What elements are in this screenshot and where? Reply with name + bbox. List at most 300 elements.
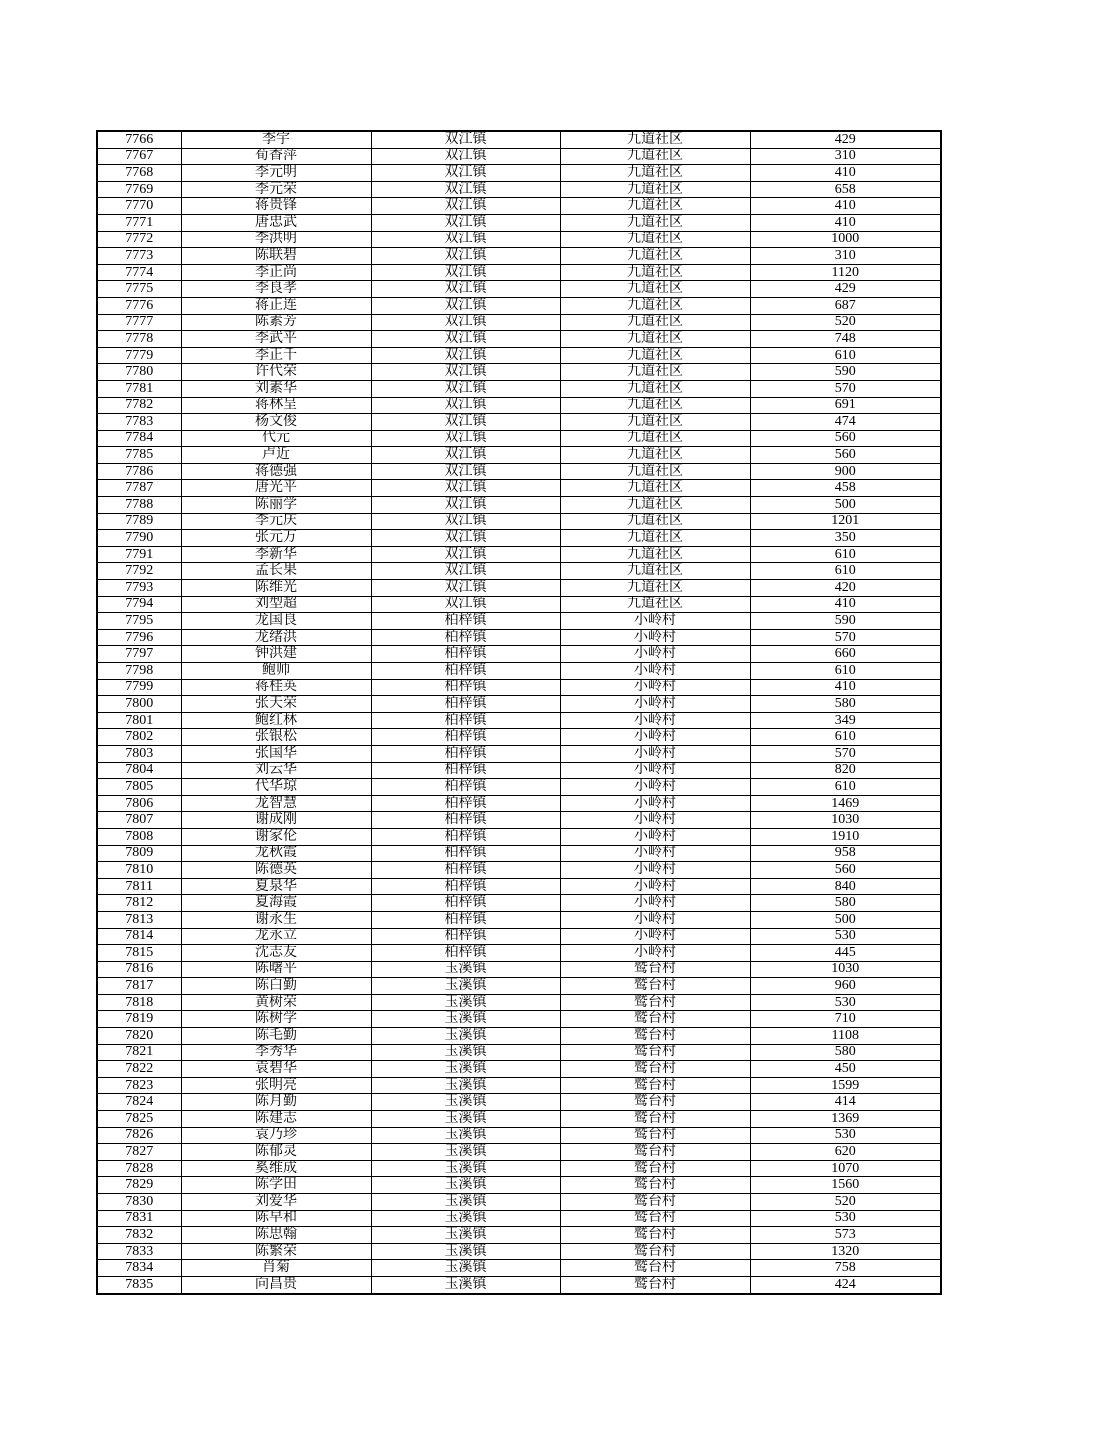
cell-name: 袁乃珍 — [181, 1127, 371, 1144]
cell-village: 鹫台村 — [560, 961, 750, 978]
table-row — [97, 513, 941, 530]
cell-name: 陈白勤 — [181, 978, 371, 995]
cell-name: 唐忠武 — [181, 214, 371, 231]
cell-village: 鹫台村 — [560, 1210, 750, 1227]
cell-village: 九道社区 — [560, 297, 750, 314]
cell-village: 小岭村 — [560, 828, 750, 845]
cell-town: 玉溪镇 — [371, 994, 560, 1011]
table-row — [97, 729, 941, 746]
cell-amount: 1560 — [750, 1177, 941, 1194]
cell-name: 张元万 — [181, 530, 371, 547]
cell-id: 7833 — [97, 1243, 181, 1260]
cell-town: 双江镇 — [371, 414, 560, 431]
cell-village: 鹫台村 — [560, 1194, 750, 1211]
cell-name: 李宇 — [181, 131, 371, 148]
cell-amount: 1120 — [750, 264, 941, 281]
cell-name: 蒋桂英 — [181, 679, 371, 696]
cell-village: 鹫台村 — [560, 1111, 750, 1128]
cell-id: 7791 — [97, 546, 181, 563]
cell-village: 九道社区 — [560, 148, 750, 165]
cell-id: 7783 — [97, 414, 181, 431]
cell-amount: 560 — [750, 430, 941, 447]
table-row — [97, 281, 941, 298]
cell-id: 7775 — [97, 281, 181, 298]
table-row — [97, 1127, 941, 1144]
table-row — [97, 696, 941, 713]
cell-village: 鹫台村 — [560, 1243, 750, 1260]
cell-village: 小岭村 — [560, 663, 750, 680]
table-row — [97, 347, 941, 364]
cell-amount: 1000 — [750, 231, 941, 248]
cell-id: 7813 — [97, 911, 181, 928]
cell-amount: 570 — [750, 629, 941, 646]
cell-name: 蒋贵锋 — [181, 198, 371, 215]
cell-name: 向昌贵 — [181, 1276, 371, 1293]
cell-name: 陈树学 — [181, 1011, 371, 1028]
cell-town: 玉溪镇 — [371, 1160, 560, 1177]
cell-id: 7770 — [97, 198, 181, 215]
table-row — [97, 1243, 941, 1260]
cell-amount: 580 — [750, 1044, 941, 1061]
cell-amount: 349 — [750, 712, 941, 729]
cell-id: 7788 — [97, 497, 181, 514]
cell-name: 李元明 — [181, 165, 371, 182]
cell-town: 柏梓镇 — [371, 712, 560, 729]
cell-id: 7817 — [97, 978, 181, 995]
cell-name: 陈丽学 — [181, 497, 371, 514]
cell-id: 7769 — [97, 181, 181, 198]
cell-town: 双江镇 — [371, 380, 560, 397]
cell-town: 双江镇 — [371, 546, 560, 563]
cell-name: 陈郁灵 — [181, 1144, 371, 1161]
table-row — [97, 1177, 941, 1194]
cell-amount: 580 — [750, 895, 941, 912]
table-row — [97, 961, 941, 978]
cell-amount: 474 — [750, 414, 941, 431]
cell-name: 孟长果 — [181, 563, 371, 580]
table-row — [97, 679, 941, 696]
cell-id: 7793 — [97, 580, 181, 597]
table-row — [97, 1077, 941, 1094]
table-row — [97, 546, 941, 563]
table-row — [97, 1210, 941, 1227]
cell-town: 柏梓镇 — [371, 928, 560, 945]
cell-town: 玉溪镇 — [371, 961, 560, 978]
cell-town: 双江镇 — [371, 131, 560, 148]
table-row — [97, 994, 941, 1011]
cell-town: 玉溪镇 — [371, 1127, 560, 1144]
table-row — [97, 1276, 941, 1293]
cell-town: 双江镇 — [371, 281, 560, 298]
cell-village: 小岭村 — [560, 878, 750, 895]
cell-town: 双江镇 — [371, 397, 560, 414]
cell-id: 7772 — [97, 231, 181, 248]
table-row — [97, 447, 941, 464]
cell-name: 荀香萍 — [181, 148, 371, 165]
cell-name: 张国华 — [181, 745, 371, 762]
cell-town: 双江镇 — [371, 314, 560, 331]
cell-id: 7816 — [97, 961, 181, 978]
table-row — [97, 629, 941, 646]
cell-id: 7828 — [97, 1160, 181, 1177]
cell-name: 刘素华 — [181, 380, 371, 397]
cell-amount: 610 — [750, 779, 941, 796]
cell-amount: 1320 — [750, 1243, 941, 1260]
table-row — [97, 414, 941, 431]
cell-amount: 429 — [750, 131, 941, 148]
cell-name: 夏海霞 — [181, 895, 371, 912]
cell-name: 蒋德强 — [181, 463, 371, 480]
cell-village: 小岭村 — [560, 911, 750, 928]
cell-town: 玉溪镇 — [371, 1111, 560, 1128]
cell-amount: 1469 — [750, 795, 941, 812]
cell-id: 7786 — [97, 463, 181, 480]
cell-amount: 660 — [750, 646, 941, 663]
cell-village: 九道社区 — [560, 596, 750, 613]
cell-name: 陈繁荣 — [181, 1243, 371, 1260]
table-row — [97, 878, 941, 895]
cell-town: 玉溪镇 — [371, 1144, 560, 1161]
cell-village: 九道社区 — [560, 281, 750, 298]
cell-id: 7811 — [97, 878, 181, 895]
cell-town: 玉溪镇 — [371, 1276, 560, 1293]
cell-village: 九道社区 — [560, 513, 750, 530]
cell-town: 柏梓镇 — [371, 878, 560, 895]
cell-name: 陈毛勤 — [181, 1028, 371, 1045]
cell-amount: 1910 — [750, 828, 941, 845]
cell-amount: 1030 — [750, 961, 941, 978]
cell-name: 张天荣 — [181, 696, 371, 713]
cell-village: 九道社区 — [560, 165, 750, 182]
cell-village: 鹫台村 — [560, 1177, 750, 1194]
cell-amount: 450 — [750, 1061, 941, 1078]
cell-amount: 410 — [750, 165, 941, 182]
table-row — [97, 862, 941, 879]
cell-amount: 580 — [750, 696, 941, 713]
cell-town: 双江镇 — [371, 214, 560, 231]
table-row — [97, 148, 941, 165]
cell-town: 玉溪镇 — [371, 1194, 560, 1211]
cell-town: 双江镇 — [371, 181, 560, 198]
cell-town: 双江镇 — [371, 447, 560, 464]
cell-village: 小岭村 — [560, 646, 750, 663]
cell-village: 九道社区 — [560, 397, 750, 414]
cell-amount: 445 — [750, 945, 941, 962]
table-row — [97, 380, 941, 397]
table-row — [97, 530, 941, 547]
cell-amount: 520 — [750, 314, 941, 331]
cell-amount: 958 — [750, 845, 941, 862]
cell-id: 7830 — [97, 1194, 181, 1211]
table-row — [97, 480, 941, 497]
cell-village: 鹫台村 — [560, 1127, 750, 1144]
cell-village: 九道社区 — [560, 331, 750, 348]
cell-village: 九道社区 — [560, 530, 750, 547]
table-row — [97, 596, 941, 613]
cell-name: 李秀华 — [181, 1044, 371, 1061]
cell-id: 7787 — [97, 480, 181, 497]
table-row — [97, 497, 941, 514]
cell-name: 鲍红林 — [181, 712, 371, 729]
table-row — [97, 214, 941, 231]
cell-village: 九道社区 — [560, 463, 750, 480]
table-row — [97, 165, 941, 182]
cell-name: 刘云华 — [181, 762, 371, 779]
cell-name: 陈建志 — [181, 1111, 371, 1128]
cell-name: 陈早和 — [181, 1210, 371, 1227]
cell-id: 7799 — [97, 679, 181, 696]
cell-village: 鹫台村 — [560, 1144, 750, 1161]
table-row — [97, 1194, 941, 1211]
cell-amount: 530 — [750, 928, 941, 945]
cell-name: 李新华 — [181, 546, 371, 563]
cell-village: 九道社区 — [560, 248, 750, 265]
cell-name: 李元荣 — [181, 181, 371, 198]
cell-id: 7809 — [97, 845, 181, 862]
table-row — [97, 181, 941, 198]
cell-town: 柏梓镇 — [371, 795, 560, 812]
cell-amount: 610 — [750, 347, 941, 364]
cell-id: 7798 — [97, 663, 181, 680]
cell-id: 7767 — [97, 148, 181, 165]
cell-id: 7814 — [97, 928, 181, 945]
cell-village: 九道社区 — [560, 480, 750, 497]
data-table — [96, 130, 942, 1295]
cell-town: 柏梓镇 — [371, 911, 560, 928]
cell-village: 小岭村 — [560, 712, 750, 729]
table-row — [97, 580, 941, 597]
cell-village: 九道社区 — [560, 264, 750, 281]
cell-id: 7794 — [97, 596, 181, 613]
cell-id: 7826 — [97, 1127, 181, 1144]
table-row — [97, 928, 941, 945]
cell-id: 7829 — [97, 1177, 181, 1194]
cell-name: 张明亮 — [181, 1077, 371, 1094]
table-row — [97, 945, 941, 962]
cell-town: 柏梓镇 — [371, 895, 560, 912]
table-row — [97, 563, 941, 580]
table-row — [97, 1011, 941, 1028]
table-row — [97, 845, 941, 862]
table-row — [97, 1160, 941, 1177]
cell-town: 柏梓镇 — [371, 862, 560, 879]
cell-village: 小岭村 — [560, 745, 750, 762]
cell-town: 双江镇 — [371, 347, 560, 364]
cell-id: 7790 — [97, 530, 181, 547]
cell-village: 小岭村 — [560, 779, 750, 796]
cell-name: 刘型超 — [181, 596, 371, 613]
cell-town: 柏梓镇 — [371, 762, 560, 779]
cell-name: 陈思翰 — [181, 1227, 371, 1244]
cell-id: 7776 — [97, 297, 181, 314]
cell-name: 沈志友 — [181, 945, 371, 962]
cell-village: 九道社区 — [560, 497, 750, 514]
cell-amount: 310 — [750, 248, 941, 265]
cell-name: 袁碧华 — [181, 1061, 371, 1078]
cell-id: 7774 — [97, 264, 181, 281]
table-row — [97, 331, 941, 348]
cell-id: 7823 — [97, 1077, 181, 1094]
cell-id: 7795 — [97, 613, 181, 630]
cell-village: 小岭村 — [560, 696, 750, 713]
cell-village: 小岭村 — [560, 862, 750, 879]
cell-name: 唐光平 — [181, 480, 371, 497]
table-row — [97, 1111, 941, 1128]
cell-town: 玉溪镇 — [371, 1011, 560, 1028]
cell-town: 双江镇 — [371, 264, 560, 281]
cell-town: 双江镇 — [371, 248, 560, 265]
cell-id: 7821 — [97, 1044, 181, 1061]
table-row — [97, 613, 941, 630]
cell-village: 九道社区 — [560, 131, 750, 148]
cell-amount: 500 — [750, 911, 941, 928]
table-row — [97, 198, 941, 215]
cell-village: 小岭村 — [560, 729, 750, 746]
cell-town: 双江镇 — [371, 148, 560, 165]
cell-id: 7782 — [97, 397, 181, 414]
table-row — [97, 828, 941, 845]
cell-id: 7810 — [97, 862, 181, 879]
cell-town: 双江镇 — [371, 596, 560, 613]
cell-amount: 758 — [750, 1260, 941, 1277]
table-row — [97, 1144, 941, 1161]
cell-amount: 1599 — [750, 1077, 941, 1094]
cell-id: 7832 — [97, 1227, 181, 1244]
cell-amount: 410 — [750, 214, 941, 231]
table-row — [97, 911, 941, 928]
cell-id: 7771 — [97, 214, 181, 231]
cell-amount: 610 — [750, 563, 941, 580]
table-row — [97, 231, 941, 248]
cell-village: 九道社区 — [560, 546, 750, 563]
cell-town: 柏梓镇 — [371, 629, 560, 646]
cell-amount: 530 — [750, 1127, 941, 1144]
cell-amount: 500 — [750, 497, 941, 514]
cell-village: 鹫台村 — [560, 1061, 750, 1078]
table-row — [97, 463, 941, 480]
cell-id: 7766 — [97, 131, 181, 148]
cell-town: 柏梓镇 — [371, 812, 560, 829]
cell-id: 7785 — [97, 447, 181, 464]
cell-village: 小岭村 — [560, 895, 750, 912]
cell-village: 小岭村 — [560, 845, 750, 862]
cell-name: 代华琼 — [181, 779, 371, 796]
cell-village: 九道社区 — [560, 231, 750, 248]
cell-id: 7807 — [97, 812, 181, 829]
table-row — [97, 712, 941, 729]
cell-name: 杨文俊 — [181, 414, 371, 431]
table-row — [97, 745, 941, 762]
cell-amount: 410 — [750, 198, 941, 215]
cell-id: 7781 — [97, 380, 181, 397]
cell-name: 陈素芳 — [181, 314, 371, 331]
cell-id: 7784 — [97, 430, 181, 447]
cell-name: 鲍帅 — [181, 663, 371, 680]
cell-name: 李正千 — [181, 347, 371, 364]
cell-id: 7773 — [97, 248, 181, 265]
cell-amount: 560 — [750, 447, 941, 464]
cell-amount: 520 — [750, 1194, 941, 1211]
table-row — [97, 978, 941, 995]
cell-village: 九道社区 — [560, 447, 750, 464]
cell-amount: 560 — [750, 862, 941, 879]
cell-village: 鹫台村 — [560, 1094, 750, 1111]
cell-town: 双江镇 — [371, 430, 560, 447]
cell-amount: 429 — [750, 281, 941, 298]
cell-name: 龙智慧 — [181, 795, 371, 812]
cell-name: 代元 — [181, 430, 371, 447]
cell-town: 玉溪镇 — [371, 1177, 560, 1194]
cell-id: 7801 — [97, 712, 181, 729]
cell-town: 玉溪镇 — [371, 1260, 560, 1277]
cell-id: 7820 — [97, 1028, 181, 1045]
cell-amount: 687 — [750, 297, 941, 314]
cell-id: 7803 — [97, 745, 181, 762]
cell-town: 双江镇 — [371, 331, 560, 348]
cell-village: 小岭村 — [560, 629, 750, 646]
cell-name: 李洪明 — [181, 231, 371, 248]
cell-town: 玉溪镇 — [371, 1227, 560, 1244]
cell-village: 九道社区 — [560, 414, 750, 431]
cell-village: 小岭村 — [560, 795, 750, 812]
cell-name: 龙秋霞 — [181, 845, 371, 862]
cell-amount: 610 — [750, 729, 941, 746]
cell-village: 九道社区 — [560, 380, 750, 397]
cell-village: 鹫台村 — [560, 1028, 750, 1045]
cell-amount: 840 — [750, 878, 941, 895]
cell-town: 双江镇 — [371, 364, 560, 381]
cell-id: 7806 — [97, 795, 181, 812]
cell-town: 双江镇 — [371, 463, 560, 480]
cell-amount: 610 — [750, 663, 941, 680]
cell-town: 双江镇 — [371, 563, 560, 580]
cell-town: 玉溪镇 — [371, 1044, 560, 1061]
cell-town: 柏梓镇 — [371, 696, 560, 713]
cell-id: 7834 — [97, 1260, 181, 1277]
cell-village: 鹫台村 — [560, 1011, 750, 1028]
cell-name: 李武平 — [181, 331, 371, 348]
table-row — [97, 248, 941, 265]
cell-name: 奚维成 — [181, 1160, 371, 1177]
cell-village: 鹫台村 — [560, 978, 750, 995]
cell-name: 龙永立 — [181, 928, 371, 945]
cell-amount: 350 — [750, 530, 941, 547]
cell-village: 九道社区 — [560, 580, 750, 597]
cell-village: 九道社区 — [560, 314, 750, 331]
cell-village: 九道社区 — [560, 563, 750, 580]
cell-name: 夏泉华 — [181, 878, 371, 895]
cell-name: 肖菊 — [181, 1260, 371, 1277]
cell-amount: 1369 — [750, 1111, 941, 1128]
cell-name: 陈德英 — [181, 862, 371, 879]
cell-town: 柏梓镇 — [371, 646, 560, 663]
cell-amount: 410 — [750, 596, 941, 613]
cell-amount: 570 — [750, 745, 941, 762]
cell-town: 柏梓镇 — [371, 945, 560, 962]
cell-village: 小岭村 — [560, 928, 750, 945]
cell-id: 7802 — [97, 729, 181, 746]
cell-amount: 590 — [750, 364, 941, 381]
cell-village: 九道社区 — [560, 347, 750, 364]
cell-name: 黄树荣 — [181, 994, 371, 1011]
cell-amount: 530 — [750, 1210, 941, 1227]
table-row — [97, 1227, 941, 1244]
table-row — [97, 1094, 941, 1111]
cell-amount: 1030 — [750, 812, 941, 829]
table-row — [97, 1260, 941, 1277]
cell-amount: 820 — [750, 762, 941, 779]
cell-amount: 748 — [750, 331, 941, 348]
